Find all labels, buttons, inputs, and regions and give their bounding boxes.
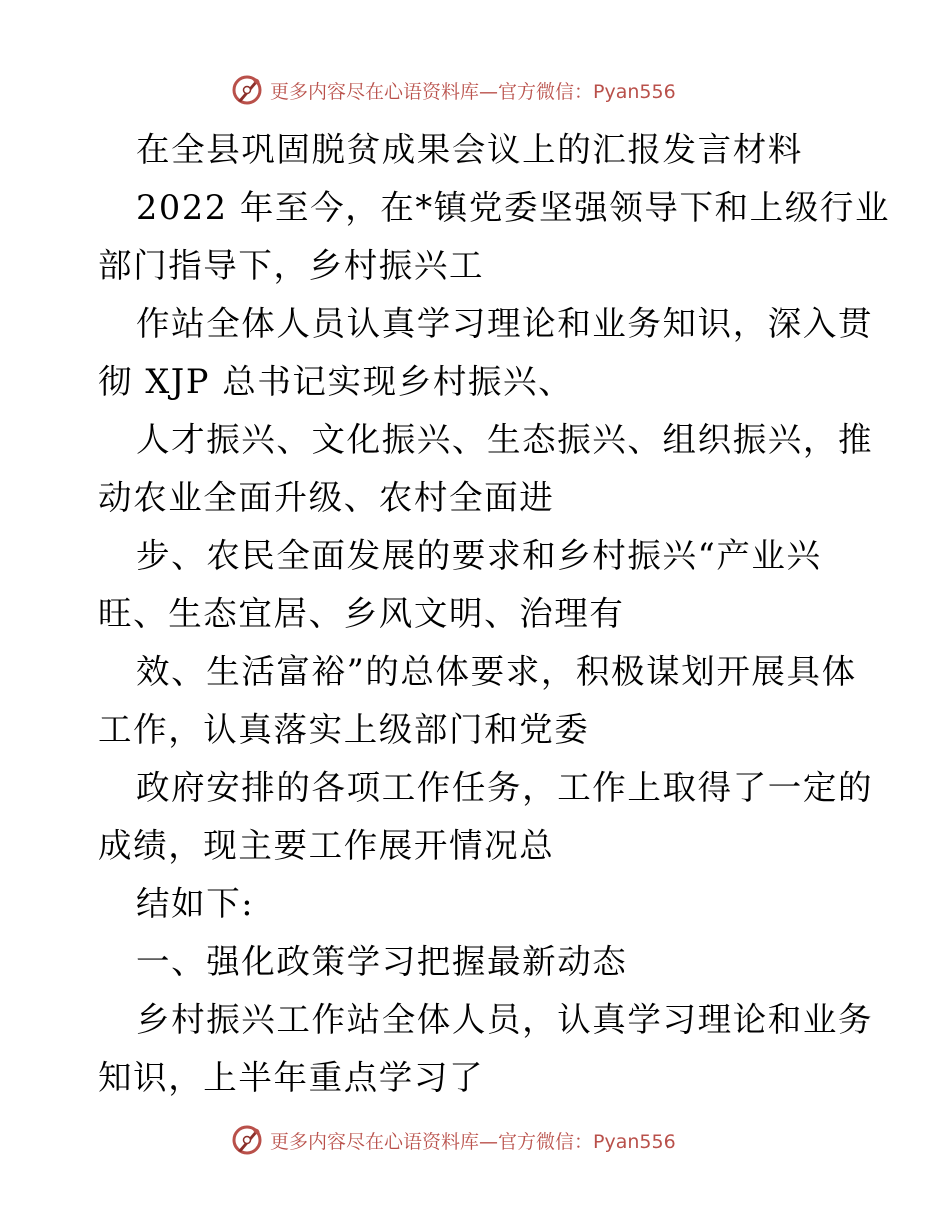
paragraph-line: 步、农民全面发展的要求和乡村振兴“产业兴 — [136, 536, 822, 575]
paragraph-line: 作站全体人员认真学习理论和业务知识，深入贯 — [136, 304, 874, 343]
paragraph-line: 人才振兴、文化振兴、生态振兴、组织振兴，推 — [136, 420, 874, 459]
paragraph-line: 政府安排的各项工作任务，工作上取得了一定的 — [136, 768, 874, 807]
watermark-footer — [230, 1120, 750, 1160]
watermark-text: 更多内容尽在心语资料库—官方微信：Pyan556 — [270, 1130, 676, 1153]
paragraph-line: 知识，上半年重点学习了 — [98, 1058, 485, 1097]
watermark-header — [230, 70, 750, 110]
section-heading: 一、强化政策学习把握最新动态 — [136, 942, 628, 981]
quill-pen-logo-icon — [230, 1123, 264, 1157]
paragraph-line: 结如下: — [136, 884, 255, 923]
paragraph-line: 乡村振兴工作站全体人员，认真学习理论和业务 — [136, 1000, 874, 1039]
paragraph-line: 成绩，现主要工作展开情况总 — [98, 826, 555, 865]
watermark-text: 更多内容尽在心语资料库—官方微信：Pyan556 — [270, 80, 676, 103]
quill-pen-logo-icon — [230, 73, 264, 107]
paragraph-line: 彻 XJP 总书记实现乡村振兴、 — [98, 362, 574, 401]
paragraph-line: 工作，认真落实上级部门和党委 — [98, 710, 590, 749]
paragraph-line: 部门指导下，乡村振兴工 — [98, 246, 485, 285]
document-body — [98, 121, 891, 1107]
document-title: 在全县巩固脱贫成果会议上的汇报发言材料 — [136, 130, 803, 169]
paragraph-line: 2022 年至今，在*镇党委坚强领导下和上级行业 — [136, 188, 891, 227]
paragraph-line: 动农业全面升级、农村全面进 — [98, 478, 555, 517]
paragraph-line: 效、生活富裕”的总体要求，积极谋划开展具体 — [136, 652, 857, 691]
paragraph-line: 旺、生态宜居、乡风文明、治理有 — [98, 594, 625, 633]
